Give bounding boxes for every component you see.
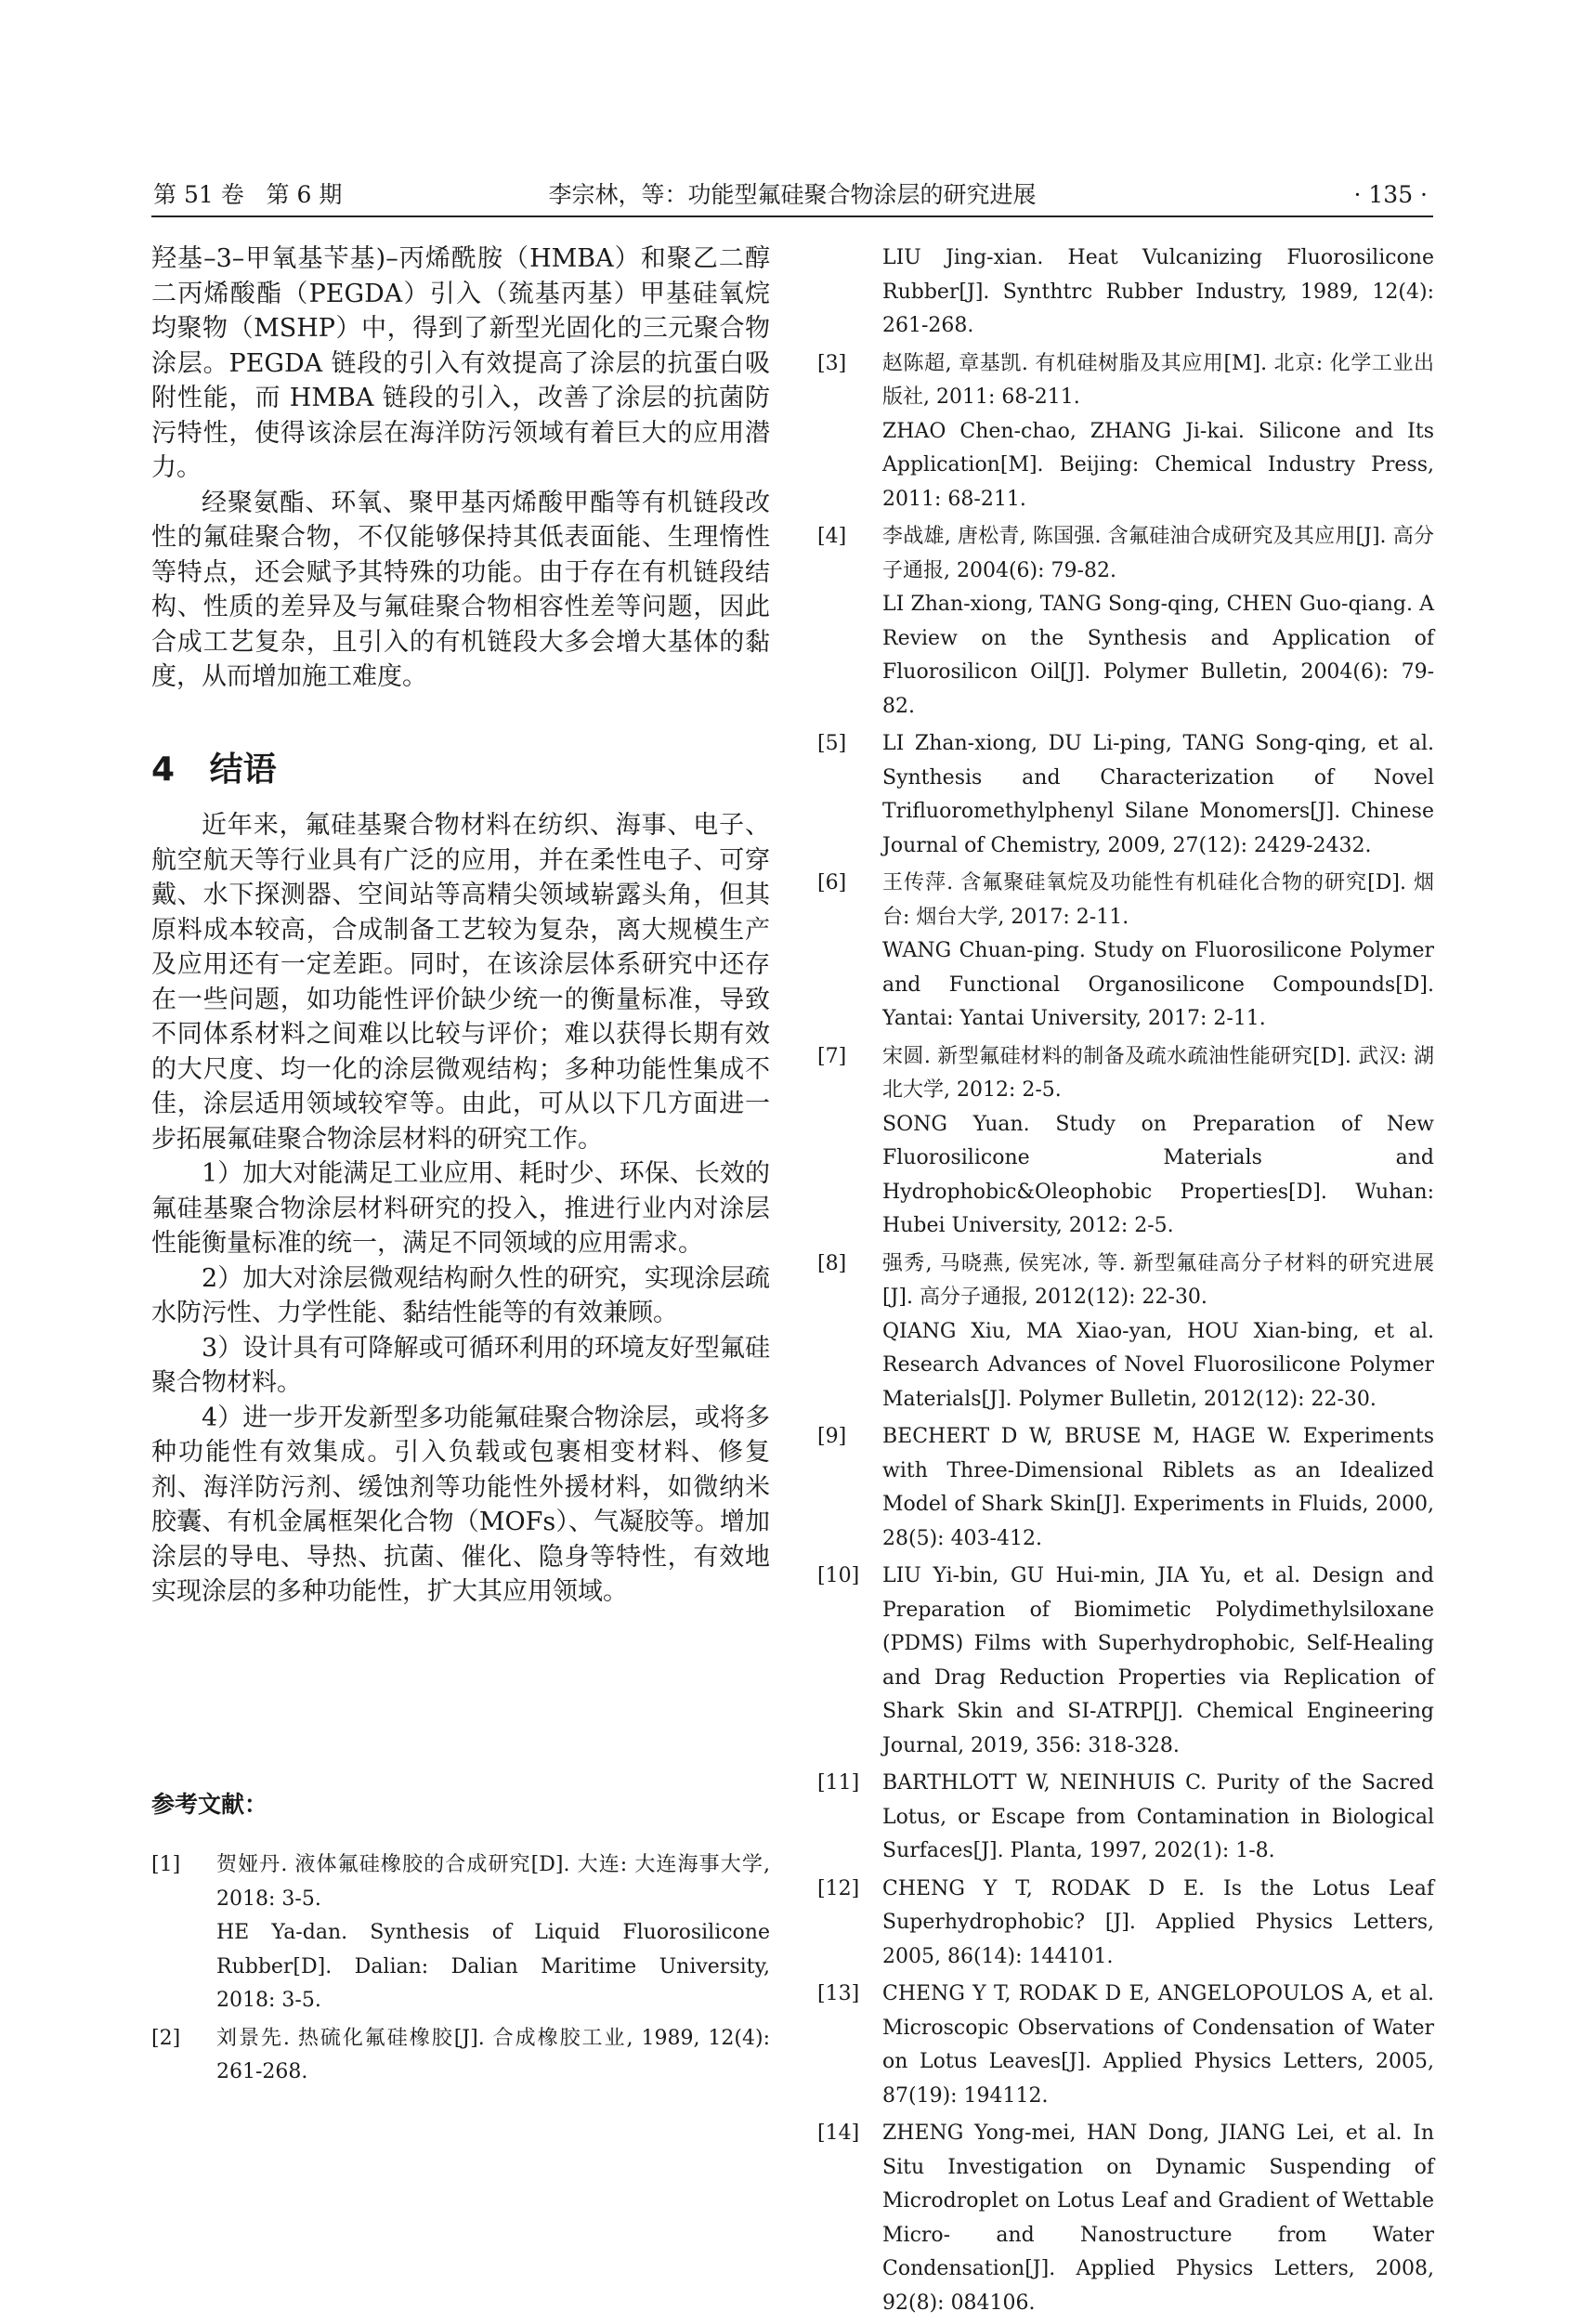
reference-line: HE Ya-dan. Synthesis of Liquid Fluorosilicone Rubber[D]. Dalian: Dalian Maritime University, 2018: 3-5. [216,1921,770,2012]
reference-text [882,1873,1434,1975]
reference-line: LIU Yi-bin, GU Hui-min, JIA Yu, et al. Design and Preparation of Biomimetic Polydimethylsiloxane (PDMS) Films with Superhydrophobic, Self-Healing and Drag Reduction Properties via Replication of Shark Skin and SI-ATRP[J]. Chemical Engineering Journal, 2019, 356: 318-328. [882,1564,1434,1757]
reference-item [817,727,1434,863]
reference-number: [2] [151,2026,181,2050]
reference-number: [12] [817,1876,860,1900]
running-header [151,173,1433,217]
reference-line: LI Zhan-xiong, TANG Song-qing, CHEN Guo-qiang. A Review on the Synthesis and Application of Fluorosilicon Oil[J]. Polymer Bulletin, 2004(6): 79-82. [882,593,1434,718]
reference-line: 王传萍. 含氟聚硅氧烷及功能性有机硅化合物的研究[D]. 烟台: 烟台大学, 2017: 2-11. [882,871,1434,929]
reference-line: QIANG Xiu, MA Xiao-yan, HOU Xian-bing, et al. Research Advances of Novel Fluorosilicone Polymer Materials[J]. Polymer Bulletin, 2012(12): 22-30. [882,1319,1434,1411]
reference-item [817,1978,1434,2113]
reference-line: 刘景先. 热硫化氟硅橡胶[J]. 合成橡胶工业, 1989, 12(4): 261-268. [216,2026,770,2083]
left-column-top [151,242,770,695]
reference-text [882,347,1434,517]
reference-text [882,1420,1434,1556]
reference-text [882,1767,1434,1869]
reference-line: WANG Chuan-ping. Study on Fluorosilicone Polymer and Functional Organosilicone Compounds[D]. Yantai: Yantai University, 2017: 2-11. [882,939,1434,1030]
reference-line: LI Zhan-xiong, DU Li-ping, TANG Song-qing, et al. Synthesis and Characterization of Novel Trifluoromethylphenyl Silane Monomers[J]. Chinese Journal of Chemistry, 2009, 27(12): 2429-2432. [882,732,1434,857]
reference-line: SONG Yuan. Study on Preparation of New Fluorosilicone Materials and Hydrophobic&Oleophobic Properties[D]. Wuhan: Hubei University, 2012: 2-5. [882,1112,1434,1237]
references-list-right [817,242,1434,2324]
reference-text [882,1560,1434,1763]
section-heading: 4 结语 [151,751,277,789]
reference-line: CHENG Y T, RODAK D E. Is the Lotus Leaf Superhydrophobic? [J]. Applied Physics Letters, 2005, 86(14): 144101. [882,1876,1434,1968]
reference-item [817,1420,1434,1556]
reference-item [817,867,1434,1037]
references-title: 参考文献： [151,1791,268,1818]
reference-text [882,1978,1434,2113]
reference-number: [10] [817,1564,860,1587]
reference-number: [5] [817,732,847,755]
reference-line: 贺娅丹. 液体氟硅橡胶的合成研究[D]. 大连: 大连海事大学, 2018: 3-5. [216,1853,770,1911]
reference-text [216,2022,770,2090]
reference-text [882,520,1434,724]
reference-item [817,520,1434,724]
reference-text [216,1848,770,2018]
reference-line: BARTHLOTT W, NEINHUIS C. Purity of the Sacred Lotus, or Escape from Contamination in Biological Surfaces[J]. Planta, 1997, 202(1): 1-8. [882,1771,1434,1862]
paragraph: 2）加大对涂层微观结构耐久性的研究，实现涂层疏水防污性、力学性能、黏结性能等的有效兼顾。 [151,1263,770,1327]
reference-text [882,1247,1434,1417]
reference-line: BECHERT D W, BRUSE M, HAGE W. Experiments with Three-Dimensional Riblets as an Idealized Model of Shark Skin[J]. Experiments in Fluids, 2000, 28(5): 403-412. [882,1425,1434,1550]
journal-volume-issue: 第 51 卷 第 6 期 [153,181,343,208]
reference-item [817,1040,1434,1244]
reference-line: ZHAO Chen-chao, ZHANG Ji-kai. Silicone and Its Application[M]. Beijing: Chemical Industry Press, 2011: 68-211. [882,419,1434,511]
reference-number: [14] [817,2122,860,2145]
reference-number: [9] [817,1425,847,1448]
paragraph: 经聚氨酯、环氧、聚甲基丙烯酸甲酯等有机链段改性的氟硅聚合物，不仅能够保持其低表面能、生理惰性等特点，还会赋予其特殊的功能。由于存在有机链段结构、性质的差异及与氟硅聚合物相容性差等问题，因此合成工艺复杂，且引入的有机链段大多会增大基体的黏度，从而增加施工难度。 [151,488,770,691]
reference-number: [7] [817,1044,847,1068]
reference-text [882,867,1434,1037]
running-title: 李宗林，等：功能型氟硅聚合物涂层的研究进展 [548,181,1037,208]
reference-line: CHENG Y T, RODAK D E, ANGELOPOULOS A, et al. Microscopic Observations of Condensation of Water on Lotus Leaves[J]. Applied Physics Letters, 2005, 87(19): 194112. [882,1982,1434,2108]
reference-text [882,727,1434,863]
reference-number: [13] [817,1982,860,2005]
reference-item [817,1873,1434,1975]
reference-text [882,2117,1434,2320]
reference-number: [4] [817,525,847,548]
reference-item [817,2117,1434,2320]
reference-line: ZHENG Yong-mei, HAN Dong, JIANG Lei, et al. In Situ Investigation on Dynamic Suspending of Microdroplet on Lotus Leaf and Gradient of Wettable Micro- and Nanostructure from Water Condensation[J]. Applied Physics Letters, 2008, 92(8): 084106. [882,2122,1434,2315]
paragraph: 3）设计具有可降解或可循环利用的环境友好型氟硅聚合物材料。 [151,1333,770,1397]
reference-number: [8] [817,1251,847,1275]
reference-item [817,347,1434,517]
reference-number: [3] [817,351,847,375]
left-column-conclusion [151,808,770,1610]
reference-item [151,2022,770,2090]
reference-text [882,242,1434,344]
paragraph: 羟基–3–甲氧基苄基)–丙烯酰胺（HMBA）和聚乙二醇二丙烯酸酯（PEGDA）引入（巯基丙基）甲基硅氧烷均聚物（MSHP）中，得到了新型光固化的三元聚合物涂层。PEGDA 链段的引入有效提高了涂层的抗蛋白吸附性能，而 HMBA 链段的引入，改善了涂层的抗菌防污特性，使得该涂层在海洋防污领域有着巨大的应用潜力。 [151,244,770,482]
paragraph: 4）进一步开发新型多功能氟硅聚合物涂层，或将多种功能性有效集成。引入负载或包裹相变材料、修复剂、海洋防污剂、缓蚀剂等功能性外援材料，如微纳米胶囊、有机金属框架化合物（MOFs）、气凝胶等。增加涂层的导电、导热、抗菌、催化、隐身等特性，有效地实现涂层的多种功能性，扩大其应用领域。 [151,1403,770,1606]
paragraph: 1）加大对能满足工业应用、耗时少、环保、长效的氟硅基聚合物涂层材料研究的投入，推进行业内对涂层性能衡量标准的统一，满足不同领域的应用需求。 [151,1159,770,1258]
reference-item [817,242,1434,344]
references-list-left [151,1848,770,2094]
reference-line: 强秀, 马晓燕, 侯宪冰, 等. 新型氟硅高分子材料的研究进展[J]. 高分子通报, 2012(12): 22-30. [882,1251,1434,1309]
reference-text [882,1040,1434,1244]
reference-number: [6] [817,871,847,894]
reference-item [151,1848,770,2018]
reference-item [817,1767,1434,1869]
reference-item [817,1560,1434,1763]
reference-number: [1] [151,1853,181,1876]
reference-line: 李战雄, 唐松青, 陈国强. 含氟硅油合成研究及其应用[J]. 高分子通报, 2004(6): 79-82. [882,525,1434,582]
paragraph: 近年来，氟硅基聚合物材料在纺织、海事、电子、航空航天等行业具有广泛的应用，并在柔性电子、可穿戴、水下探测器、空间站等高精尖领域崭露头角，但其原料成本较高，合成制备工艺较为复杂，离大规模生产及应用还有一定差距。同时，在该涂层体系研究中还存在一些问题，如功能性评价缺少统一的衡量标准，导致不同体系材料之间难以比较与评价；难以获得长期有效的大尺度、均一化的涂层微观结构；多种功能性集成不佳，涂层适用领域较窄等。由此，可从以下几方面进一步拓展氟硅聚合物涂层材料的研究工作。 [151,811,770,1154]
reference-line: LIU Jing-xian. Heat Vulcanizing Fluorosilicone Rubber[J]. Synthtrc Rubber Industry, 1989, 12(4): 261-268. [882,246,1434,337]
reference-line: 赵陈超, 章基凯. 有机硅树脂及其应用[M]. 北京: 化学工业出版社, 2011: 68-211. [882,351,1434,409]
page-number: · 135 · [1353,181,1428,208]
reference-item [817,1247,1434,1417]
reference-number: [11] [817,1771,860,1795]
reference-line: 宋圆. 新型氟硅材料的制备及疏水疏油性能研究[D]. 武汉: 湖北大学, 2012: 2-5. [882,1044,1434,1102]
